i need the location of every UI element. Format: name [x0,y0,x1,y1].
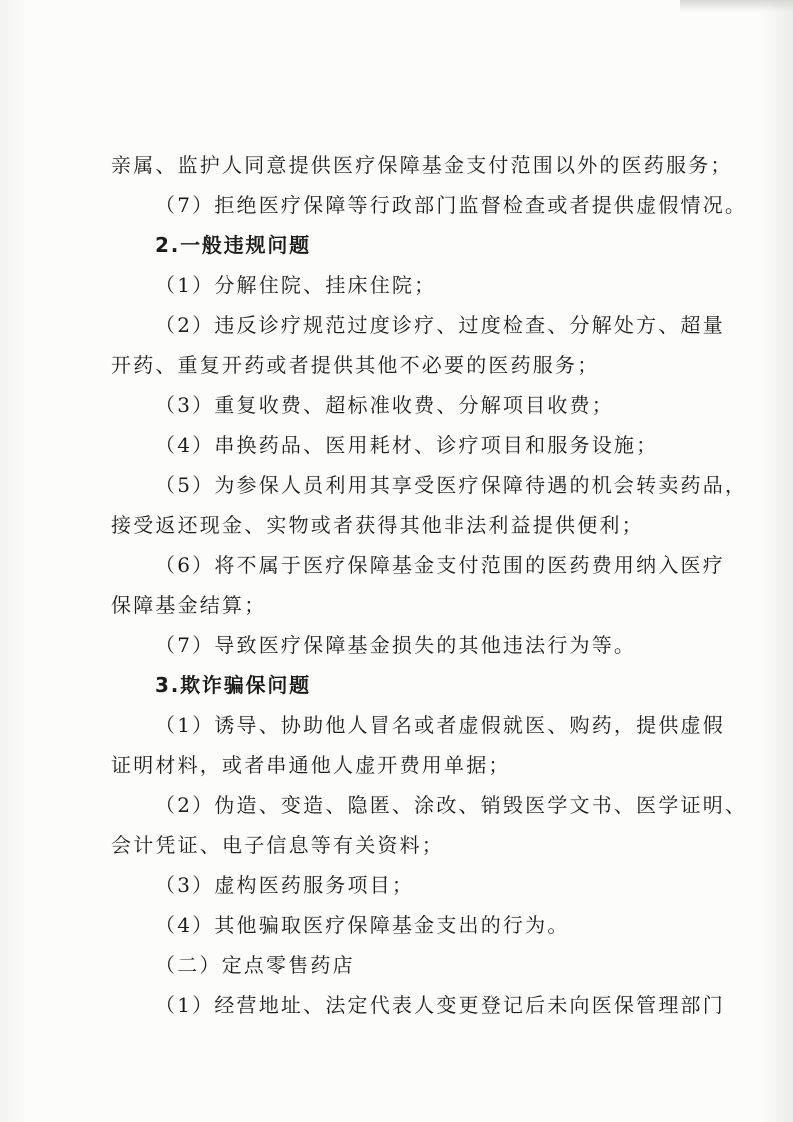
text-line: 亲属、监护人同意提供医疗保障基金支付范围以外的医药服务； [111,153,733,177]
scan-edge-shadow [680,0,793,12]
text-line: （3）重复收费、超标准收费、分解项目收费； [155,393,614,417]
text-line: 接受返还现金、实物或者获得其他非法利益提供便利； [111,513,644,537]
text-line: （5）为参保人员利用其享受医疗保障待遇的机会转卖药品， [155,473,748,497]
text-line: （2）违反诊疗规范过度诊疗、过度检查、分解处方、超量 [155,313,725,337]
text-line: （6）将不属于医疗保障基金支付范围的医药费用纳入医疗 [155,553,725,577]
text-line: （3）虚构医药服务项目； [155,873,415,897]
subsection-heading: （二）定点零售药店 [155,953,355,977]
text-line: （1）分解住院、挂床住院； [155,273,437,297]
section-heading: 2.一般违规问题 [155,233,311,257]
text-line: （4）串换药品、医用耗材、诊疗项目和服务设施； [155,433,659,457]
section-heading: 3.欺诈骗保问题 [155,673,311,697]
text-line: （4）其他骗取医疗保障基金支出的行为。 [155,913,570,937]
text-line: 证明材料，或者串通他人虚开费用单据； [111,753,511,777]
text-line: （1）诱导、协助他人冒名或者虚假就医、购药，提供虚假 [155,713,725,737]
text-line: （1）经营地址、法定代表人变更登记后未向医保管理部门 [155,993,725,1017]
text-line: 保障基金结算； [111,593,267,617]
text-line: 开药、重复开药或者提供其他不必要的医药服务； [111,353,600,377]
text-line: （2）伪造、变造、隐匿、涂改、销毁医学文书、医学证明、 [155,793,748,817]
text-line: 会计凭证、电子信息等有关资料； [111,833,444,857]
text-line: （7）拒绝医疗保障等行政部门监督检查或者提供虚假情况。 [155,193,748,217]
text-line: （7）导致医疗保障基金损失的其他违法行为等。 [155,633,637,657]
